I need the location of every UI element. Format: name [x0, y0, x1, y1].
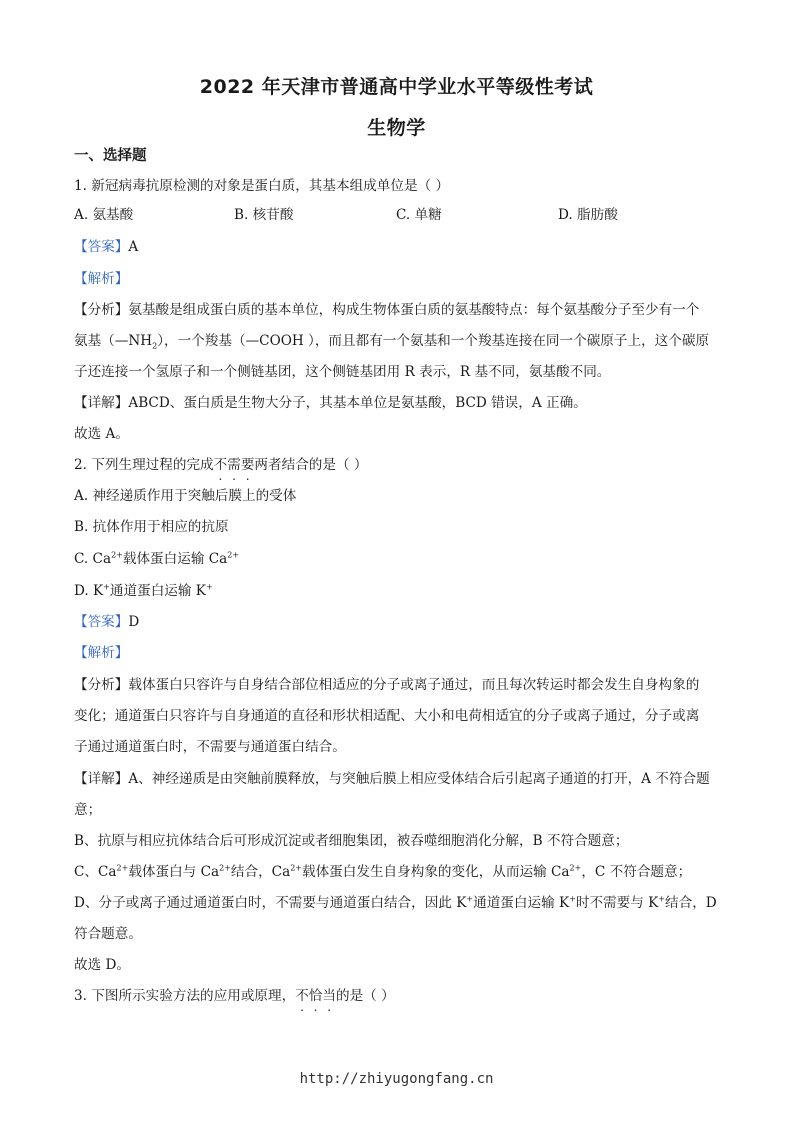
ca-sup: 2+: [290, 863, 302, 873]
q2-analysis-line-2: 变化；通道蛋白只容许与自身通道的直径和形状相适配、大小和电荷相适宜的分子或离子通过，分子或离: [74, 708, 700, 724]
q2-option-d: [74, 582, 734, 600]
q2-opt-c-sup-1: 2+: [111, 550, 123, 560]
q2-detail-a-cont: 意；: [74, 802, 102, 818]
q1-option-a: A. 氨基酸: [74, 207, 134, 223]
q2-analysis-line-3: 子通过通道蛋白时，不需要与通道蛋白结合。: [74, 739, 346, 755]
q3-stem-emphasis-2: 恰: [308, 988, 323, 1004]
q2-stem-pre: 2. 下列生理过程的完成: [74, 457, 214, 473]
q2-stem: [74, 456, 734, 474]
q2-stem-emphasis-1: 不: [213, 457, 228, 473]
q3-stem-post: 的是（ ）: [335, 988, 395, 1004]
q1-detail: [74, 394, 734, 412]
q3-stem-emphasis-3: 当: [322, 988, 336, 1004]
q2-stem-emphasis-2: 需: [227, 457, 241, 473]
footer-url: http://zhiyugongfang.cn: [299, 1071, 494, 1087]
q1-option-b: B. 核苷酸: [234, 207, 294, 223]
q2-answer: [74, 613, 734, 631]
q3-stem-pre: 3. 下图所示实验方法的应用或原理，: [74, 988, 296, 1004]
q1-option-d: D. 脂肪酸: [558, 207, 618, 223]
answer-label: 【答案】: [74, 239, 129, 255]
q2-detail-b: B、抗原与相应抗体结合后可形成沉淀或者细胞集团，被吞噬细胞消化分解，B 不符合题意；: [74, 833, 629, 849]
q3-stem: [74, 987, 734, 1005]
q1-analysis-text-1: 氨基酸是组成蛋白质的基本单位，构成生物体蛋白质的氨基酸特点：每个氨基酸分子至少有一个: [128, 302, 700, 318]
q2-detail-d: [74, 894, 734, 912]
q2-stem-emphasis-3: 要: [240, 457, 255, 473]
q2-detail-c-4: 载体蛋白发生自身构象的变化，从而运输 Ca: [302, 864, 570, 880]
q3-stem-emphasis-1: 不: [295, 988, 309, 1004]
q1-analysis-line-3: 子还连接一个氢原子和一个侧链基团，这个侧链基团用 R 表示，R 基不同，氨基酸不同。: [74, 364, 611, 380]
analysis-label: 【分析】: [74, 677, 129, 693]
q1-analysis-label: 【解析】: [74, 271, 129, 287]
q1-nh2-subscript: 2: [152, 341, 158, 351]
q2-detail-d-1: D、分子或离子通过通道蛋白时，不需要与通道蛋白结合，因此 K: [74, 895, 467, 911]
q2-opt-c-1: C. Ca: [74, 551, 112, 567]
q2-detail-c-3: 结合，Ca: [230, 864, 291, 880]
ca-sup: 2+: [116, 863, 129, 873]
detail-label: 【详解】: [74, 771, 129, 787]
section-heading: 一、选择题: [74, 148, 147, 164]
q2-detail-d-2: 通道蛋白运输 K: [473, 895, 570, 911]
q2-detail-d-cont: 符合题意。: [74, 926, 142, 942]
q2-detail-a: [74, 770, 734, 788]
q1-analysis-line-2: [74, 332, 734, 350]
q2-opt-d-sup-1: +: [103, 582, 110, 592]
q2-stem-post: 两者结合的是（ ）: [254, 457, 368, 473]
q1-option-c: C. 单糖: [396, 207, 442, 223]
detail-label: 【详解】: [74, 395, 129, 411]
q2-analysis-text-1: 载体蛋白只容许与自身结合部位相适应的分子或离子通过，而且每次转运时都会发生自身构象的: [128, 677, 700, 693]
q1-conclusion: 故选 A。: [74, 426, 129, 442]
q2-option-a: A. 神经递质作用于突触后膜上的受体: [74, 488, 297, 504]
q1-stem: 1. 新冠病毒抗原检测的对象是蛋白质，其基本组成单位是（ ）: [74, 178, 450, 194]
q2-detail-c-2: 载体蛋白与 Ca: [128, 864, 220, 880]
ca-sup: 2+: [219, 863, 231, 873]
ca-sup: 2+: [569, 863, 582, 873]
q2-analysis-label: 【解析】: [74, 645, 129, 661]
q2-opt-d-sup-2: +: [205, 582, 213, 592]
q2-answer-value: D: [128, 614, 140, 630]
q1-answer-value: A: [128, 239, 139, 255]
q2-analysis-line-1: [74, 676, 734, 694]
q2-detail-c-5: ，C 不符合题意；: [581, 864, 692, 880]
q2-opt-c-2: 载体蛋白运输 Ca: [122, 551, 228, 567]
q2-detail-c: [74, 863, 734, 881]
q2-option-b: B. 抗体作用于相应的抗原: [74, 519, 229, 535]
q1-detail-text: ABCD、蛋白质是生物大分子，其基本单位是氨基酸，BCD 错误，A 正确。: [128, 395, 587, 411]
q1-analysis-text-2a: 氨基（—NH: [74, 333, 153, 349]
exam-subject: 生物学: [367, 117, 426, 139]
analysis-label: 【分析】: [74, 302, 129, 318]
q2-detail-a-text: A、神经递质是由突触前膜释放，与突触后膜上相应受体结合后引起离子通道的打开，A 不符合题: [128, 771, 710, 787]
q2-option-c: [74, 550, 734, 568]
q2-opt-d-2: 通道蛋白运输 K: [109, 583, 206, 599]
q2-detail-d-4: 结合，D: [665, 895, 717, 911]
exam-title: 2022 年天津市普通高中学业水平等级性考试: [199, 76, 594, 98]
q1-analysis-text-2b: ），一个羧基（—COOH ），而且都有一个氨基和一个羧基连接在同一个碳原子上，这个碳原: [157, 333, 710, 349]
q2-opt-c-sup-2: 2+: [227, 550, 240, 560]
k-sup: +: [569, 894, 576, 904]
k-sup: +: [466, 894, 474, 904]
q1-analysis-line-1: [74, 301, 734, 319]
answer-label: 【答案】: [74, 614, 129, 630]
q2-conclusion: 故选 D。: [74, 957, 131, 973]
q2-detail-c-1: C、Ca: [74, 864, 117, 880]
k-sup: +: [658, 894, 666, 904]
q2-opt-d-1: D. K: [74, 583, 104, 599]
q2-detail-d-3: 时不需要与 K: [575, 895, 659, 911]
q1-answer: [74, 238, 734, 256]
